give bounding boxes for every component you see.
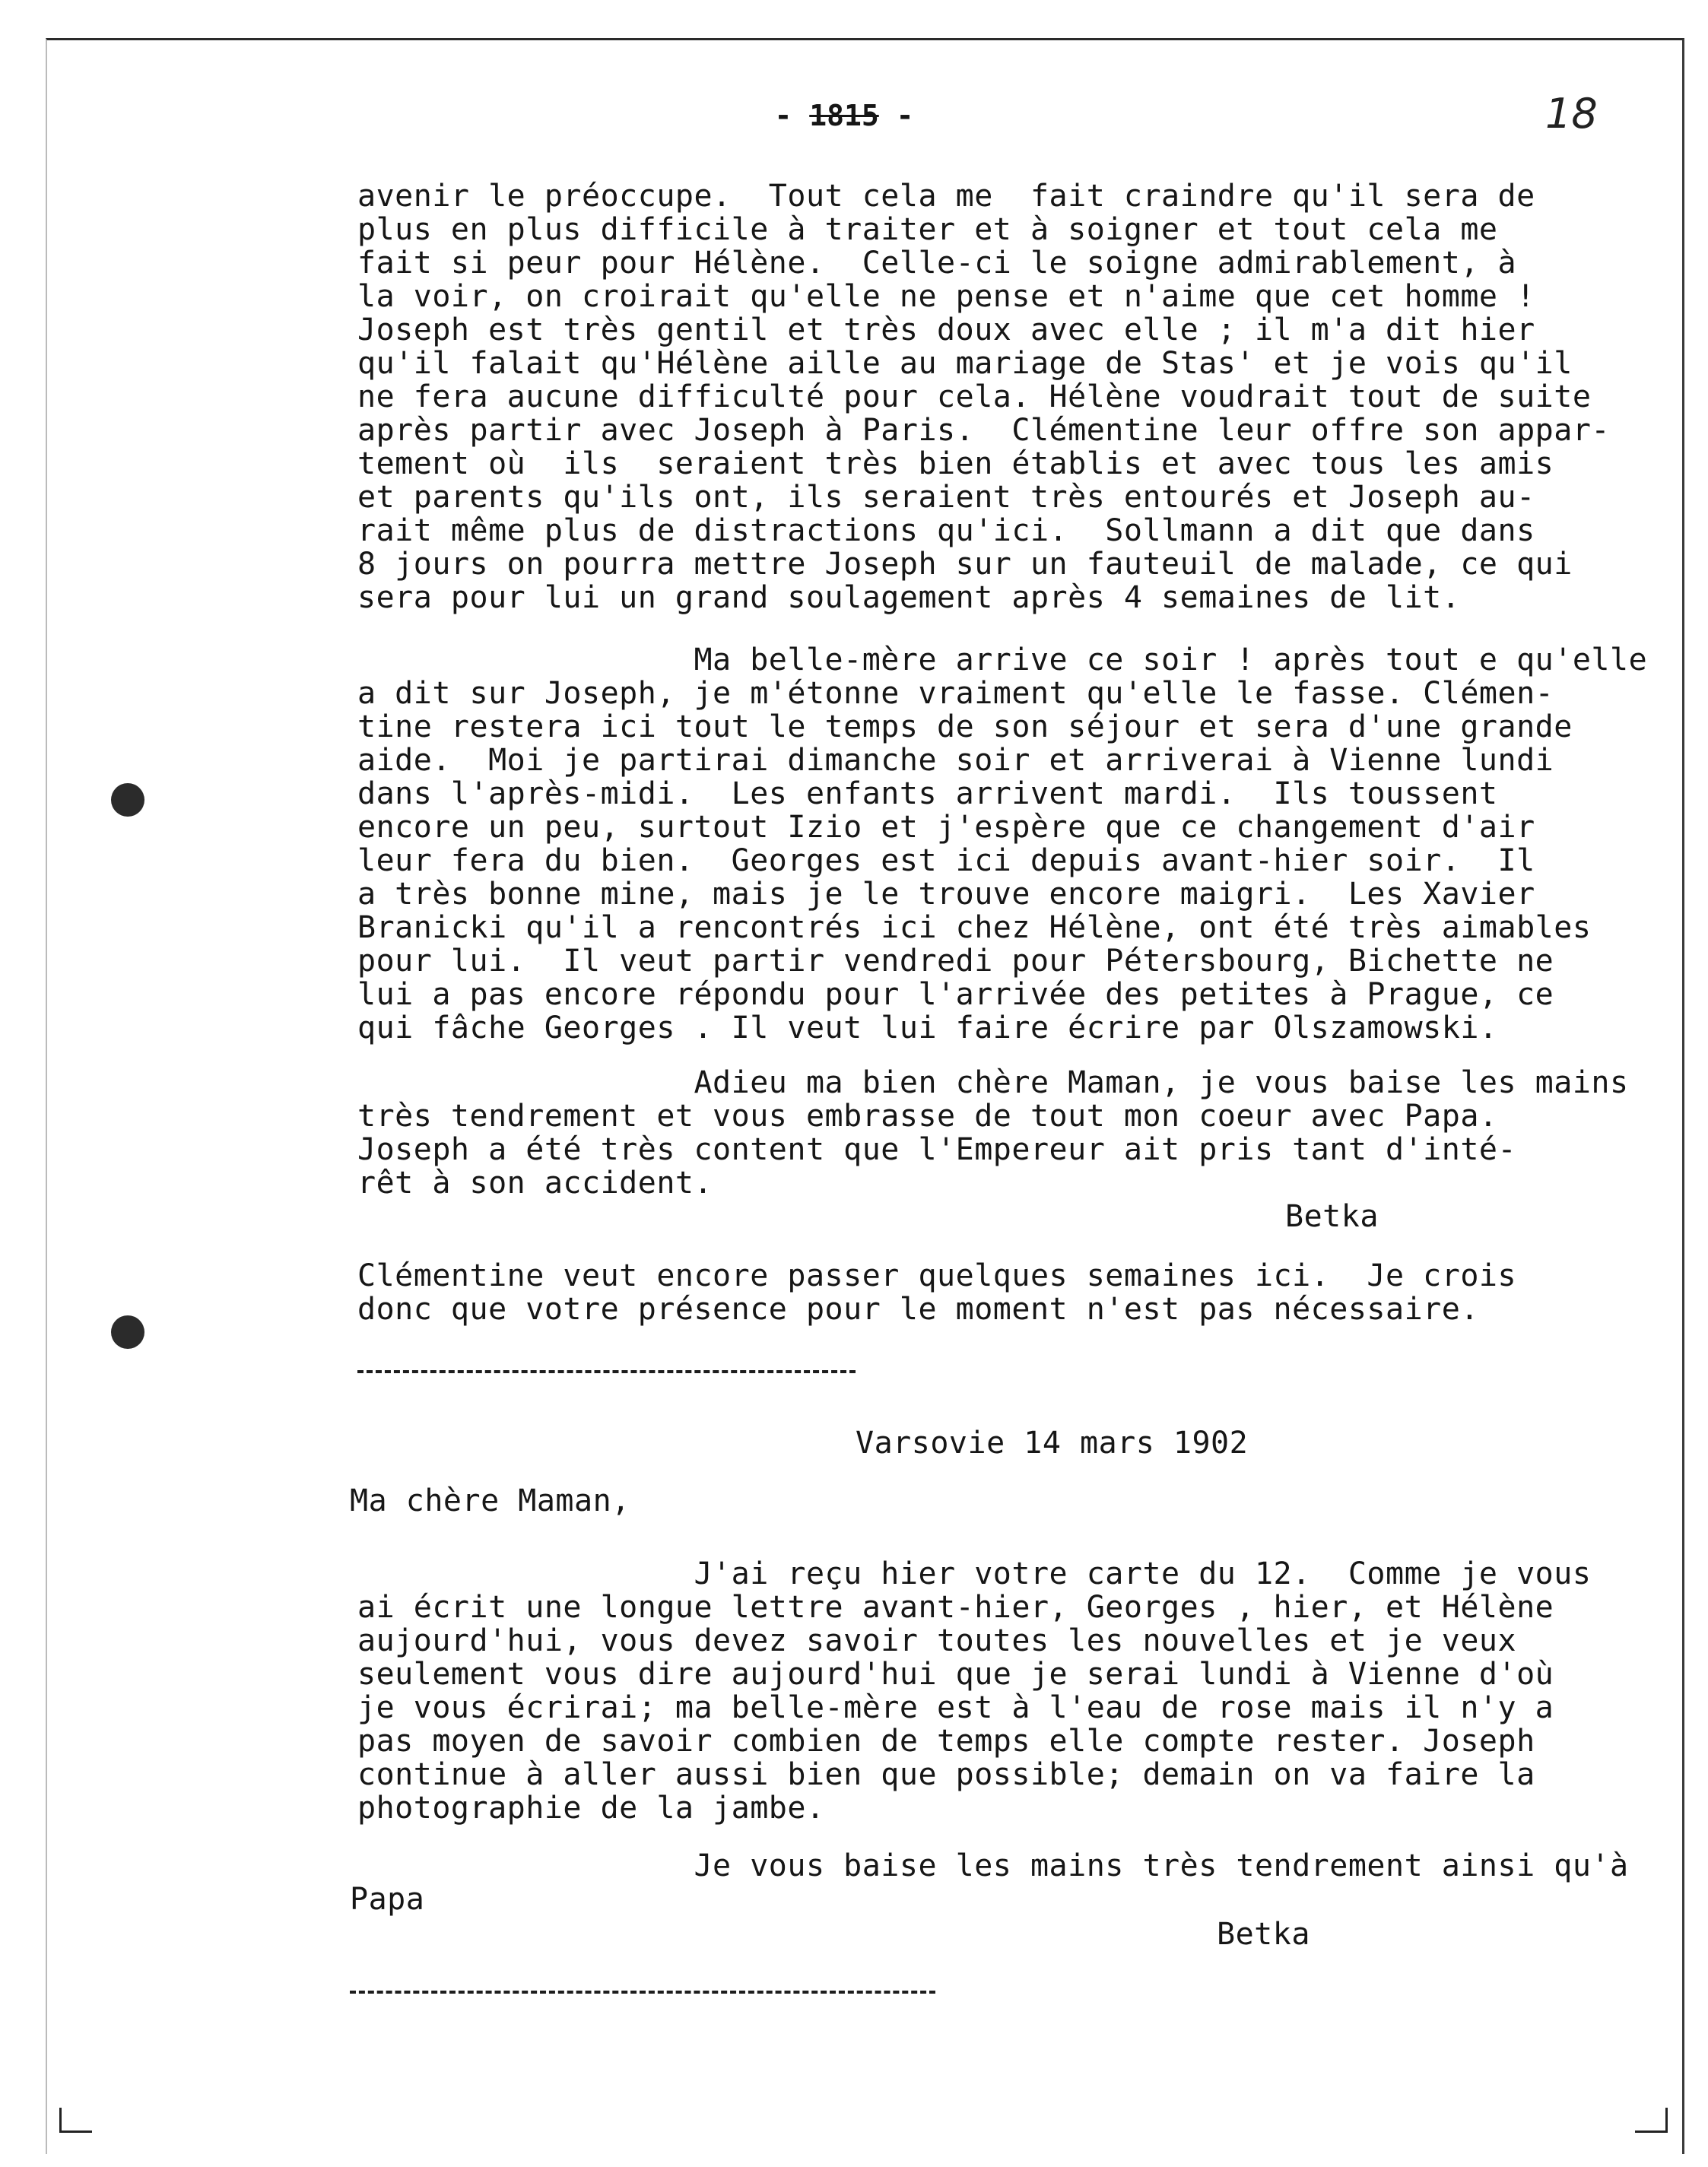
letter1-line: lui a pas encore répondu pour l'arrivée des petites à Prague, ce — [357, 977, 1554, 1012]
letter2-line: pas moyen de savoir combien de temps elle compte rester. Joseph — [357, 1724, 1535, 1759]
letter2-line: aujourd'hui, vous devez savoir toutes les nouvelles et je veux — [357, 1623, 1517, 1658]
letter2-line: seulement vous dire aujourd'hui que je serai lundi à Vienne d'où — [357, 1657, 1554, 1692]
letter1-line: plus en plus difficile à traiter et à soigner et tout cela me — [357, 212, 1498, 247]
letter1-line: encore un peu, surtout Izio et j'espère que ce changement d'air — [357, 810, 1535, 845]
letter1-postscript-line: donc que votre présence pour le moment n'est pas nécessaire. — [357, 1292, 1479, 1327]
letter1-postscript-line: Clémentine veut encore passer quelques semaines ici. Je crois — [357, 1258, 1517, 1293]
letter1-line: après partir avec Joseph à Paris. Clémentine leur offre son appar- — [357, 413, 1610, 448]
letter2-dateline: Varsovie 14 mars 1902 — [856, 1426, 1249, 1461]
letter2-line: photographie de la jambe. — [357, 1791, 825, 1826]
page-number-value: 1815 — [809, 99, 879, 132]
letter2-salutation: Ma chère Maman, — [350, 1483, 630, 1518]
letter1-line: dans l'après-midi. Les enfants arrivent mardi. Ils toussent — [357, 776, 1498, 811]
separator-rule — [350, 1991, 935, 1994]
letter1-line: a très bonne mine, mais je le trouve encore maigri. Les Xavier — [357, 877, 1535, 912]
letter1-line: et parents qu'ils ont, ils seraient très entourés et Joseph au- — [357, 480, 1535, 515]
letter1-line: 8 jours on pourra mettre Joseph sur un fauteuil de malade, ce qui — [357, 547, 1573, 582]
letter2-line: Je vous baise les mains très tendrement ainsi qu'à — [357, 1848, 1629, 1883]
letter1-line: Joseph a été très content que l'Empereur ait pris tant d'inté- — [357, 1132, 1517, 1167]
letter1-line: la voir, on croirait qu'elle ne pense et n'aime que cet homme ! — [357, 279, 1535, 314]
letter1-line: tement où ils seraient très bien établis et avec tous les amis — [357, 446, 1554, 481]
letter1-line: qui fâche Georges . Il veut lui faire écrire par Olszamowski. — [357, 1011, 1498, 1045]
letter1-line: Adieu ma bien chère Maman, je vous baise les mains — [357, 1065, 1629, 1100]
bottom-left-corner-mark — [59, 2108, 92, 2133]
letter1-line: fait si peur pour Hélène. Celle-ci le soigne admirablement, à — [357, 246, 1517, 281]
letter2-line: Papa — [350, 1882, 425, 1917]
letter1-line: rêt à son accident. — [357, 1166, 713, 1201]
letter1-line: a dit sur Joseph, je m'étonne vraiment qu'elle le fasse. Clémen- — [357, 676, 1554, 711]
letter2-line: J'ai reçu hier votre carte du 12. Comme je vous — [357, 1556, 1592, 1591]
letter1-line: pour lui. Il veut partir vendredi pour Pétersbourg, Bichette ne — [357, 944, 1554, 979]
separator-rule — [357, 1370, 856, 1373]
letter2-line: je vous écrirai; ma belle-mère est à l'eau de rose mais il n'y a — [357, 1690, 1554, 1725]
letter1-line: rait même plus de distractions qu'ici. Sollmann a dit que dans — [357, 513, 1535, 548]
punch-hole-top — [111, 783, 144, 817]
bottom-right-corner-mark — [1635, 2108, 1668, 2133]
letter2-signature: Betka — [1217, 1917, 1310, 1952]
letter2-line: continue à aller aussi bien que possible; demain on va faire la — [357, 1757, 1535, 1792]
letter2-line: ai écrit une longue lettre avant-hier, Georges , hier, et Hélène — [357, 1590, 1554, 1625]
letter1-line: sera pour lui un grand soulagement après 4 semaines de lit. — [357, 580, 1461, 615]
letter1-line: Ma belle-mère arrive ce soir ! après tout e qu'elle — [357, 642, 1648, 677]
letter1-line: aide. Moi je partirai dimanche soir et arriverai à Vienne lundi — [357, 743, 1554, 778]
letter1-line: ne fera aucune difficulté pour cela. Hélène voudrait tout de suite — [357, 379, 1592, 414]
letter1-line: tine restera ici tout le temps de son séjour et sera d'une grande — [357, 709, 1573, 744]
letter1-signature: Betka — [1285, 1199, 1379, 1234]
letter1-line: Branicki qu'il a rencontrés ici chez Hélène, ont été très aimables — [357, 910, 1592, 945]
letter1-line: avenir le préoccupe. Tout cela me fait craindre qu'il sera de — [357, 179, 1535, 214]
letter1-line: leur fera du bien. Georges est ici depuis avant-hier soir. Il — [357, 843, 1535, 878]
page-number: - 1815 - — [774, 99, 914, 132]
folio-number: 18 — [1545, 90, 1598, 138]
letter1-line: qu'il falait qu'Hélène aille au mariage de Stas' et je vois qu'il — [357, 346, 1573, 381]
letter1-line: très tendrement et vous embrasse de tout mon coeur avec Papa. — [357, 1099, 1498, 1134]
letter1-line: Joseph est très gentil et très doux avec elle ; il m'a dit hier — [357, 313, 1535, 347]
punch-hole-bottom — [111, 1315, 144, 1349]
